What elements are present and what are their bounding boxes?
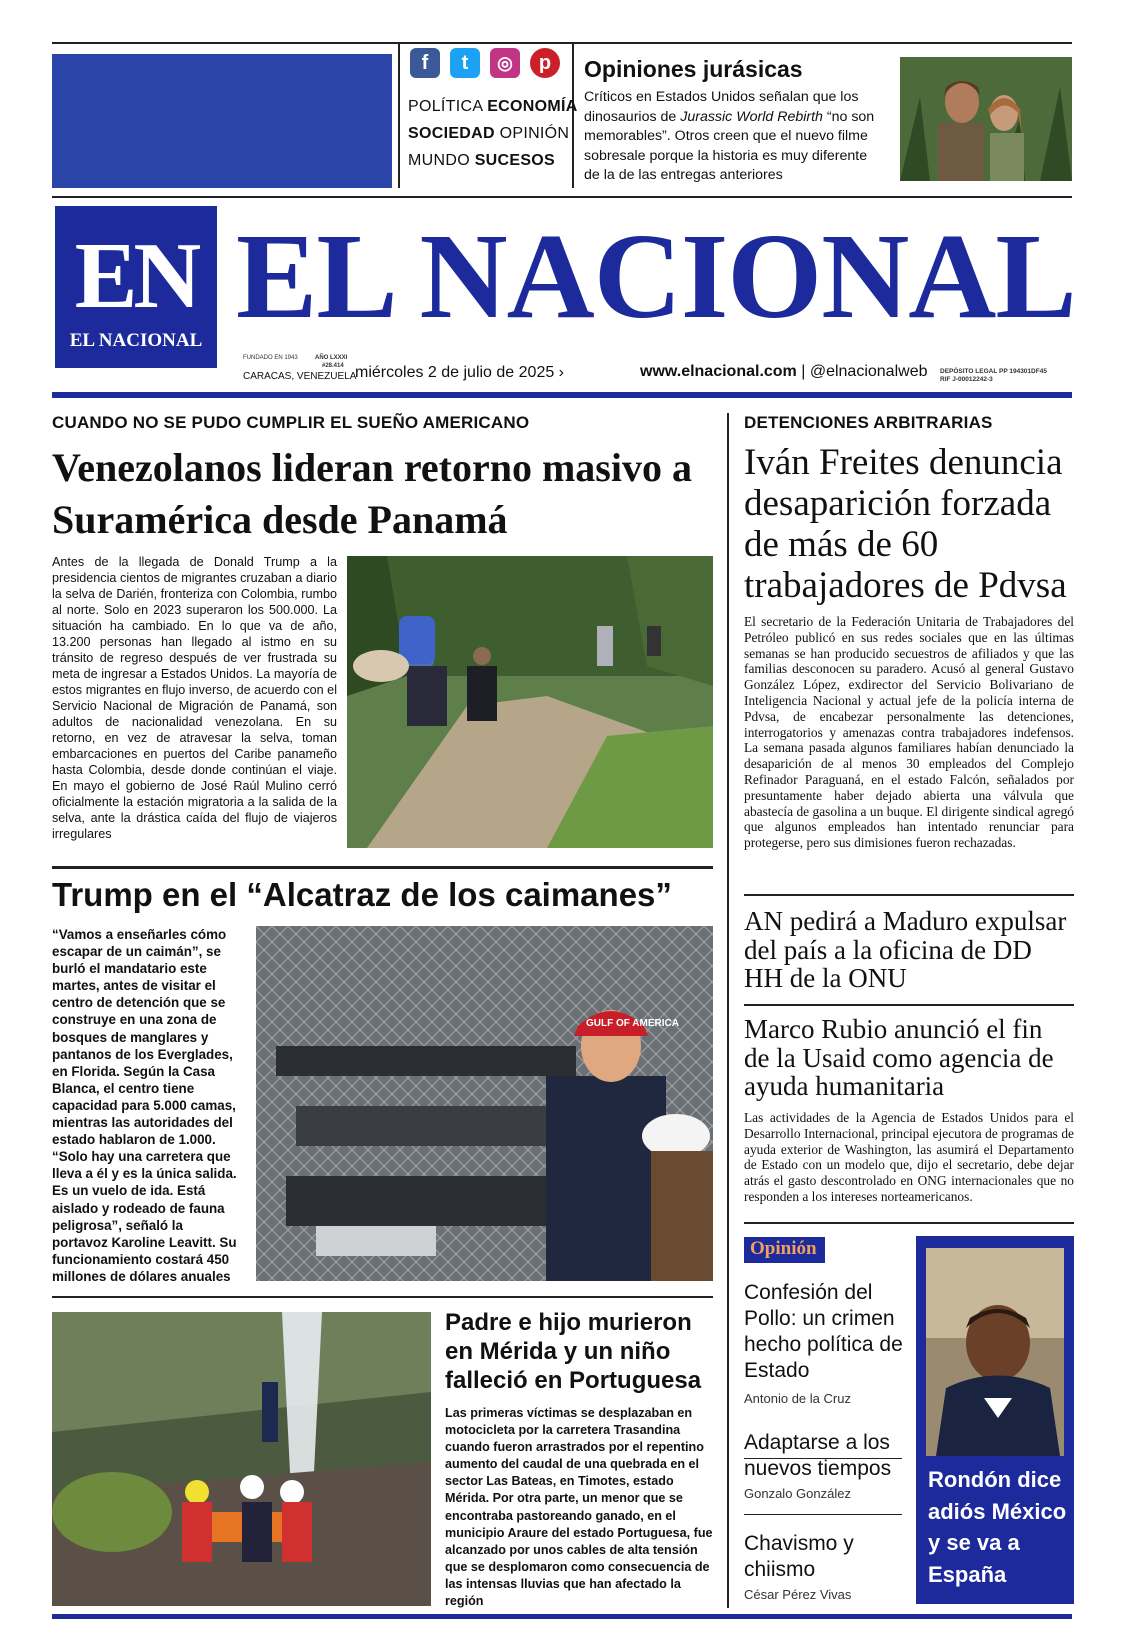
section-rule xyxy=(744,894,1074,896)
migrants-photo[interactable] xyxy=(347,556,713,848)
rubio-headline[interactable]: Marco Rubio anunció el fin de la Usaid como agencia de ayuda humanitaria xyxy=(744,1014,1054,1101)
issue-date: miércoles 2 de julio de 2025 › xyxy=(355,364,565,381)
opinion-author: César Pérez Vivas xyxy=(744,1587,852,1602)
social-links xyxy=(410,48,560,78)
opinion-title: Chavismo y chiismo xyxy=(744,1532,854,1581)
website[interactable]: www.elnacional.com | @elnacionalweb xyxy=(640,363,928,380)
nav-sucesos[interactable]: SUCESOS xyxy=(474,152,556,169)
divider xyxy=(398,42,400,188)
city: CARACAS, VENEZUELA xyxy=(243,371,357,382)
opinion-item[interactable] xyxy=(744,1531,904,1602)
pinterest-icon[interactable]: p xyxy=(530,48,560,78)
masthead-title[interactable]: EL NACIONAL xyxy=(236,209,1076,344)
top-rule-bottom xyxy=(52,196,1072,198)
section-rule xyxy=(744,1222,1074,1224)
nav-politica[interactable]: POLÍTICA xyxy=(408,98,483,115)
section-nav xyxy=(408,93,578,174)
promo-photo[interactable] xyxy=(900,57,1072,181)
nav-sociedad[interactable]: SOCIEDAD xyxy=(408,125,495,142)
masthead-bar xyxy=(52,392,1072,398)
section-rule xyxy=(744,1004,1074,1006)
promo-title[interactable]: Opiniones jurásicas xyxy=(584,56,803,82)
opinion-title: Adaptarse a los nuevos tiempos xyxy=(744,1431,892,1480)
ad-banner[interactable] xyxy=(52,54,392,188)
nav-economia[interactable]: ECONOMÍA xyxy=(487,98,578,115)
opinion-author: Gonzalo González xyxy=(744,1486,851,1501)
column-divider xyxy=(727,413,729,1608)
opinion-item[interactable] xyxy=(744,1430,904,1501)
right-body: El secretario de la Federación Unitaria de Trabajadores del Petróleo publicó en sus redes sociales que en las últimas semanas se han producido secuestros de afiliados y que las familias desconocen su paradero. Acusó al general Gustavo González López, exdirector del Servicio Bolivariano de Inteligencia Nacional y actual jefe de la policía interna de Pdvsa, de encabezar personalmente las detenciones, interrogatorios y amenazas contra trabajadores indefensos. La semana pasada algunos familiares habían denunciado la desaparición de al menos 30 empleados del Complejo Refinador Paraguaná, en el estado Falcón, señalados por presuntamente haber dejado abierta una válvula que abastecía de gasolina a un buque. El dirigente sindical agregó que algunos empleados han intentado renunciar para protegerse, pero sus dimisiones fueron rechazadas. xyxy=(744,614,1074,851)
merida-headline[interactable]: Padre e hijo murieron en Mérida y un niño falleció en Portuguesa xyxy=(445,1309,702,1394)
bottom-bar xyxy=(52,1614,1072,1619)
sports-promo[interactable] xyxy=(916,1236,1074,1604)
rondon-photo xyxy=(926,1248,1064,1456)
nav-opinion[interactable]: OPINIÓN xyxy=(499,125,570,142)
opinion-author: Antonio de la Cruz xyxy=(744,1391,851,1406)
sports-caption: Rondón dice adiós México y se va a España xyxy=(928,1467,1067,1587)
opinion-title: Confesión del Pollo: un crimen hecho política de Estado xyxy=(744,1281,903,1382)
rescue-photo[interactable] xyxy=(52,1312,431,1606)
main-body: Antes de la llegada de Donald Trump a la presidencia cientos de migrantes cruzaban a diario la selva de Darién, fronteriza con Colombia, rumbo al norte. Solo en 2023 superaron los 500.000. La situación ha cambiado. En lo que va de año, 13.200 personas han llegado al istmo en su tránsito de regreso después de ver frustrada su meta de ingresar a Estados Unidos. La mayoría de estos migrantes en flujo inverso, de acuerdo con el Servicio Nacional de Migración de Panamá, son adultos de nacionalidad venezolana. En su retorno, en vez de atravesar la selva, toman embarcaciones en puertos del Caribe panameño hasta Colombia, desde donde continúan el viaje. En mayo el gobierno de José Raúl Mulino cerró oficialmente la estación migratoria a la salida de la selva, ante la drástica caída del flujo de viajeros irregulares xyxy=(52,555,337,841)
top-rule xyxy=(52,42,1072,44)
merida-body: Las primeras víctimas se desplazaban en motocicleta por la carretera Trasandina cuando fueron arrastrados por el repentino aumento del caudal de una quebrada en el sector Las Bateas, en Timotes, estado Mérida. Por otra parte, un menor que se encontraba pastoreando ganado, en el municipio Araure del estado Portuguesa, fue alcanzado por unos cables de alta tensión que se desplomaron como consecuencia de las intensas lluvias que han afectado la región xyxy=(445,1406,713,1609)
right-kicker: DETENCIONES ARBITRARIAS xyxy=(744,413,993,432)
promo-text: Críticos en Estados Unidos señalan que los dinosaurios de Jurassic World Rebirth “no son memorables”. Otros creen que el nuevo filme sobresale porque la historia es muy diferente de la de las entregas anteriores xyxy=(584,89,875,184)
divider xyxy=(744,1514,902,1515)
twitter-icon[interactable]: t xyxy=(450,48,480,78)
facebook-icon[interactable]: f xyxy=(410,48,440,78)
an-headline[interactable]: AN pedirá a Maduro expulsar del país a la oficina de DD HH de la ONU xyxy=(744,906,1067,993)
section-rule xyxy=(52,866,713,869)
trump-headline[interactable]: Trump en el “Alcatraz de los caimanes” xyxy=(52,876,672,913)
main-headline[interactable]: Venezolanos lideran retorno masivo a Suramérica desde Panamá xyxy=(52,445,692,542)
opinion-item[interactable] xyxy=(744,1280,904,1406)
instagram-icon[interactable]: ◎ xyxy=(490,48,520,78)
main-kicker: CUANDO NO SE PUDO CUMPLIR EL SUEÑO AMERICANO xyxy=(52,413,530,432)
logo[interactable]: EN EL NACIONAL xyxy=(55,206,217,368)
trump-photo[interactable] xyxy=(256,926,713,1281)
nav-mundo[interactable]: MUNDO xyxy=(408,152,470,169)
opinion-label: Opinión xyxy=(744,1237,825,1263)
year: AÑO LXXXI xyxy=(315,355,348,361)
legal-info: DEPÓSITO LEGAL PP 194301DF45 RIF J-00012242-3 xyxy=(940,368,1047,383)
right-headline[interactable]: Iván Freites denuncia desaparición forzada de más de 60 trabajadores de Pdvsa xyxy=(744,442,1067,606)
founded: FUNDADO EN 1943 xyxy=(243,355,298,361)
trump-body: “Vamos a enseñarles cómo escapar de un caimán”, se burló el mandatario este martes, antes de visitar el centro de detención que se construye en una zona de bosques de manglares y pantanos de los Everglades, en Florida. Según la Casa Blanca, el centro tiene capacidad para 5.000 camas, mientras las autoridades del estado hablaron de 1.000. “Solo hay una carretera que lleva a él y es la única salida. Es un vuelo de ida. Está aislado y rodeado de fauna peligrosa”, señaló la portavoz Karoline Leavitt. Su funcionamiento costará 450 millones de dólares anuales xyxy=(52,927,237,1284)
issue: #28.414 xyxy=(322,363,344,369)
rubio-body: Las actividades de la Agencia de Estados Unidos para el Desarrollo Internacional, principal ejecutora de programas de ayuda exterior de Washington, las asumirá el Departamento de Estado con un modelo que, dijo el secretario, debe dejar atrás el gasto descontrolado en ONG internacionales que no responden a los intereses norteamericanos. xyxy=(744,1110,1074,1204)
section-rule xyxy=(52,1296,713,1298)
cap-text: GULF OF AMERICA xyxy=(586,1018,679,1029)
